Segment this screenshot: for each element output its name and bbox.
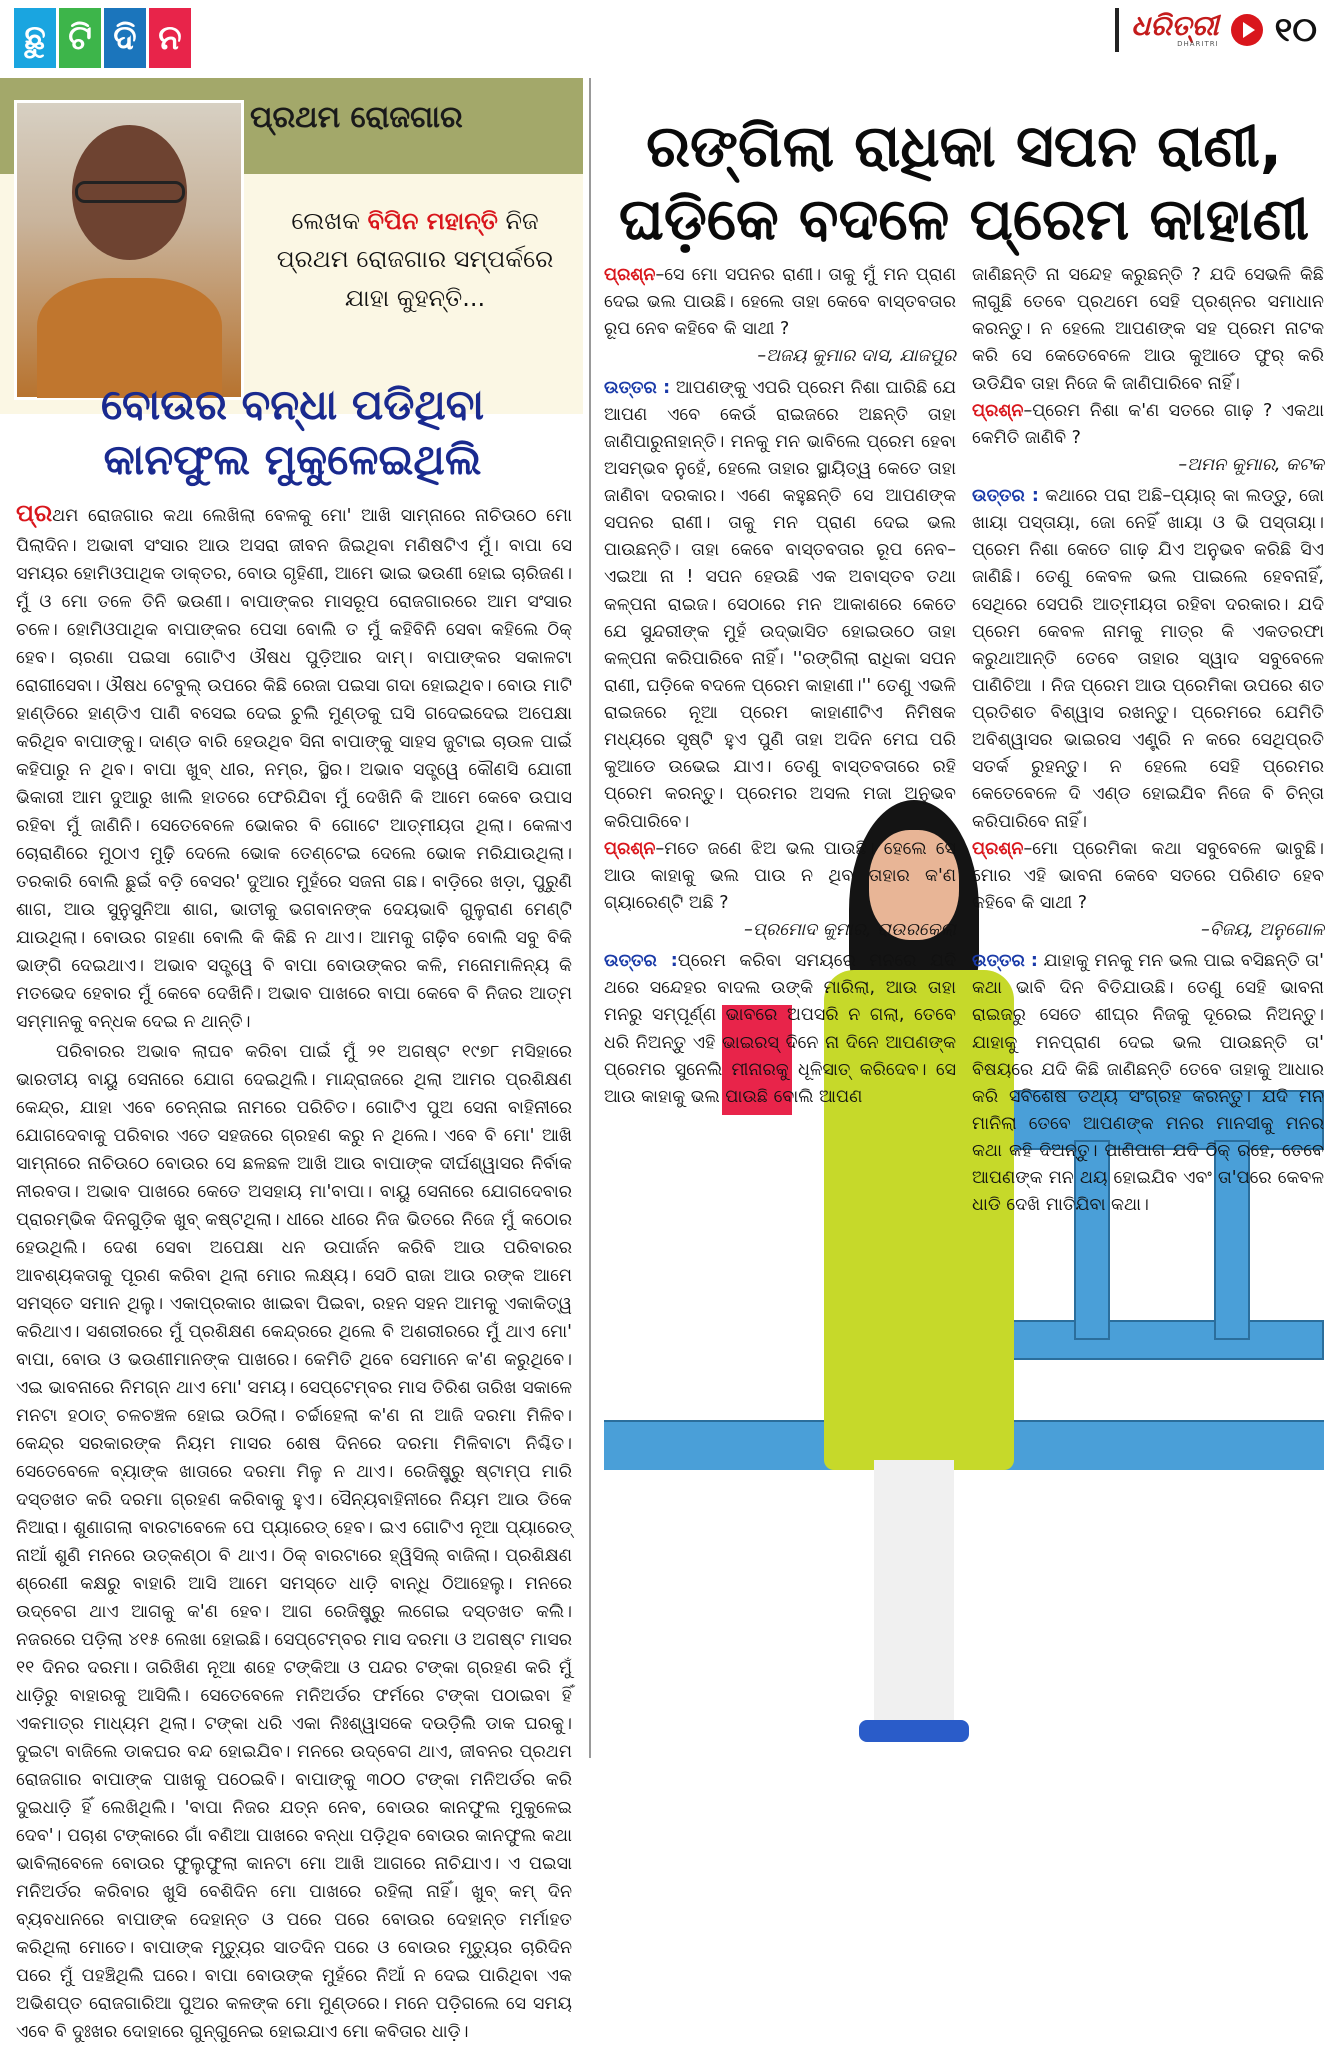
question-label: ପ୍ରଶ୍ନ (972, 400, 1024, 421)
column-divider (589, 78, 591, 1758)
qa-column-1 (604, 262, 956, 1142)
masthead-logo (1131, 9, 1219, 48)
question-label: ପ୍ରଶ୍ନ (604, 265, 656, 285)
section-logo-letter-3: ଦି (104, 8, 146, 68)
answer-text: କଥାରେ ପରା ଅଛି–ପ୍ୟାର୍ କା ଲଡ୍ଡୁ, ଜୋ ଖାୟା ପସ୍ତାୟା, ଜୋ ନେହିଁ ଖାୟା ଓ ଭି ପସ୍ତାୟା। ପ୍ରେମ ନିଶା କେତେ ଗାଢ଼ ଯିଏ ଅନୁଭବ କରିଛି ସିଏ ଜାଣିଛି। ତେଣୁ କେବଳ ଭଲ ପାଇଲେ ହେବନାହିଁ, ସେଥିରେ ସେପରି ଆତ୍ମୀୟତା ରହିବା ଦରକାର। ଯଦି ପ୍ରେମ କେବଳ ନାମକୁ ମାତ୍ର କି ଏକତରଫା କରୁଥାଆନ୍ତି ତେବେ ତାହାର ସ୍ୱାଦ ସବୁବେଳେ ପାଣିଚିଆ । ନିଜ ପ୍ରେମ ଆଉ ପ୍ରେମିକା ଉପରେ ଶତ ପ୍ରତିଶତ ବିଶ୍ୱାସ ରଖନ୍ତୁ। ପ୍ରେମରେ ଯେମିତି ଅବିଶ୍ୱାସର ଭାଇରସ ଏଣ୍ଟ୍ରି ନ କରେ ସେଥିପ୍ରତି ସତର୍କ ରୁହନ୍ତୁ। ନ ହେଲେ ସେହି ପ୍ରେମର କେତେବେଳେ ଦି ଏଣ୍ଡ ହୋଇଯିବ ନିଜେ ବି ଚିନ୍ତା କରିପାରିବେ ନାହିଁ। (972, 486, 1324, 832)
question-label: ପ୍ରଶ୍ନ (604, 838, 656, 859)
intro-text: ନିଜ ପ୍ରଥମ ରୋଜଗାର ସମ୍ପର୍କରେ ଯାହା କୁହନ୍ତି... (276, 207, 554, 312)
masthead-area (1115, 8, 1317, 52)
column-title: ପ୍ରଥମ ରୋଜଗାର (250, 100, 463, 135)
answer-label: ଉତ୍ତର : (972, 486, 1039, 506)
masthead-divider (1115, 8, 1119, 52)
question-text: –ସେ ମୋ ସପନର ରାଣୀ। ତାକୁ ମୁଁ ମନ ପ୍ରାଣ ଦେଇ ଭଲ ପାଉଛି। ହେଲେ ତାହା କେବେ ବାସ୍ତବତାର ରୂପ ନେବ କହିବେ କି ସାଥୀ ? (604, 265, 956, 340)
question-text: –ପ୍ରେମ ନିଶା କ'ଣ ସତରେ ଗାଢ଼ ? ଏକଥା କେମିତି ଜାଣିବି ? (972, 400, 1324, 448)
answer-label: ଉତ୍ତର : (972, 951, 1038, 972)
qa-section (604, 262, 1324, 1762)
article-paragraph-2: ପରିବାରର ଅଭାବ ଲାଘବ କରିବା ପାଇଁ ମୁଁ ୨୧ ଅଗଷ୍ଟ ୧୯୭୮ ମସିହାରେ ଭାରତୀୟ ବାୟୁ ସେନାରେ ଯୋଗ ଦେଇଥିଲି। ମାନ୍ଦ୍ରାଜରେ ଥିଲା ଆମର ପ୍ରଶିକ୍ଷଣ କେନ୍ଦ୍ର, ଯାହା ଏବେ ଚେନ୍ନାଇ ନାମରେ ପରିଚିତ। ଗୋଟିଏ ପୁଅ ସେନା ବାହିନୀରେ ଯୋଗଦେବାକୁ ପରିବାର ଏତେ ସହଜରେ ଗ୍ରହଣ କରୁ ନ ଥିଲେ। ଏବେ ବି ମୋ' ଆଖି ସାମ୍ନାରେ ନାଚିଉଠେ ବୋଉର ସେ ଛଳଛଳ ଆଖି ଆଉ ବାପାଙ୍କ ଦୀର୍ଘଶ୍ୱାସର ନିର୍ବାକ ନୀରବତା। ଅଭାବ ପାଖରେ କେତେ ଅସହାୟ ମା'ବାପା। ବାୟୁ ସେନାରେ ଯୋଗଦେବାର ପ୍ରାରମ୍ଭିକ ଦିନଗୁଡ଼ିକ ଖୁବ୍ କଷ୍ଟଥିଲା। ଧୀରେ ଧୀରେ ନିଜ ଭିତରେ ନିଜେ ମୁଁ କଠୋର ହେଉଥିଲି। ଦେଶ ସେବା ଅପେକ୍ଷା ଧନ ଉପାର୍ଜନ କରିବି ଆଉ ପରିବାରର ଆବଶ୍ୟକତାକୁ ପୂରଣ କରିବା ଥିଲା ମୋର ଲକ୍ଷ୍ୟ। ସେଠି ରାଜା ଆଉ ରଙ୍କ ଆମେ ସମସ୍ତେ ସମାନ ଥିଲୁ। ଏକାପ୍ରକାର ଖାଇବା ପିଇବା, ରହନ ସହନ ଆମକୁ ଏକାକିତ୍ୱ କରିଥାଏ। ସଶରୀରରେ ମୁଁ ପ୍ରଶିକ୍ଷଣ କେନ୍ଦ୍ରରେ ଥିଲେ ବି ଅଶରୀରରେ ମୁଁ ଥାଏ ମୋ' ବାପା, ବୋଉ ଓ ଭଉଣୀମାନଙ୍କ ପାଖରେ। କେମିତି ଥିବେ ସେମାନେ କ'ଣ କରୁଥିବେ। ଏଇ ଭାବନାରେ ନିମଗ୍ନ ଥାଏ ମୋ' ସମୟ। ସେପ୍ଟେମ୍ବର ମାସ ତିରିଶ ତାରିଖ ସକାଳେ ମନଟା ହଠାତ୍ ଚଳଚଞ୍ଚଳ ହୋଇ ଉଠିଲା। ଚର୍ଚ୍ଚାହେଲା କ'ଣ ନା ଆଜି ଦରମା ମିଳିବ। କେନ୍ଦ୍ର ସରକାରଙ୍କ ନିୟମ ମାସର ଶେଷ ଦିନରେ ଦରମା ମିଳିବାଟା ନିଶ୍ଚିତ। ସେତେବେଳେ ବ୍ୟାଙ୍କ ଖାତାରେ ଦରମା ମିଳୁ ନ ଥାଏ। ରେଜିଷ୍ଟ୍ରୁ ଷ୍ଟାମ୍ପ ମାରି ଦସ୍ତଖତ କରି ଦରମା ଗ୍ରହଣ କରିବାକୁ ହୁଏ। ସୈନ୍ୟବାହିନୀରେ ନିୟମ ଆଉ ଡିକେ ନିଆରା। ଶୁଣାଗଲା ବାରଟାବେଳେ ପେ ପ୍ୟାରେଡ୍ ହେବ। ଇଏ ଗୋଟିଏ ନୂଆ ପ୍ୟାରେଡ୍ ନାଆଁ ଶୁଣି ମନରେ ଉତ୍କଣ୍ଠା ବି ଥାଏ। ଠିକ୍ ବାରଟାରେ ହ୍ୱିସିଲ୍ ବାଜିଲା। ପ୍ରଶିକ୍ଷଣ ଶ୍ରେଣୀ କକ୍ଷରୁ ବାହାରି ଆସି ଆମେ ସମସ୍ତେ ଧାଡ଼ି ବାନ୍ଧି ଠିଆହେଲୁ। ମନରେ ଉଦ୍‌ବେଗ ଥାଏ ଆଗକୁ କ'ଣ ହେବ। ଆଗ ରେଜିଷ୍ଟ୍ରୁ ଲଗେଇ ଦସ୍ତଖତ କଲି। ନଜରରେ ପଡ଼ିଲା ୪୧୫ ଲେଖା ହୋଇଛି। ସେପ୍ଟେମ୍ବର ମାସ ଦରମା ଓ ଅଗଷ୍ଟ ମାସର ୧୧ ଦିନର ଦରମା। ତାରିଖିଣ ନୂଆ ଶହେ ଟଙ୍କିଆ ଓ ପନ୍ଦର ଟଙ୍କା ଗ୍ରହଣ କରି ମୁଁ ଧାଡ଼ିରୁ ବାହାରକୁ ଆସିଲି। ସେତେବେଳେ ମନିଅର୍ଡର ଫର୍ମରେ ଟଙ୍କା ପଠାଇବା ହିଁ ଏକମାତ୍ର ମାଧ୍ୟମ ଥିଲା। ଟଙ୍କା ଧରି ଏକା ନିଃଶ୍ୱାସକେ ଦଉଡ଼ିଲି ଡାକ ଘରକୁ। ଦୁଇଟା ବାଜିଲେ ଡାକଘର ବନ୍ଦ ହୋଇଯିବ। ମନରେ ଉଦ୍‌ବେଗ ଥାଏ, ଜୀବନର ପ୍ରଥମ ରୋଜଗାର ବାପାଙ୍କ ପାଖକୁ ପଠେଇବି। ବାପାଙ୍କୁ ୩୦୦ ଟଙ୍କା ମନିଅର୍ଡର କରି ଦୁଇଧାଡ଼ି ହିଁ ଲେଖିଥିଲି। 'ବାପା ନିଜର ଯତ୍ନ ନେବ, ବୋଉର କାନଫୁଲ ମୁକୁଳେଇ ଦେବ'। ପଚାଶ ଟଙ୍କାରେ ଗାଁ ବଣିଆ ପାଖରେ ବନ୍ଧା ପଡ଼ିଥିବ ବୋଉର କାନଫୁଲ କଥା ଭାବିଲାବେଳେ ବୋଉର ଫୁଲୁଫୁଲା କାନଟା ମୋ ଆଖି ଆଗରେ ନାଚିଯାଏ। ଏ ପଇସା ମନିଅର୍ଡର କରିବାର ଖୁସି ବେଶିଦିନ ମୋ ପାଖରେ ରହିଲା ନାହିଁ। ଖୁବ୍ କମ୍ ଦିନ ବ୍ୟବଧାନରେ ବାପାଙ୍କ ଦେହାନ୍ତ ଓ ପରେ ପରେ ବୋଉର ଦେହାନ୍ତ ମର୍ମାହତ କରିଥିଲା ମୋତେ। ବାପାଙ୍କ ମୃତ୍ୟୁର ସାତଦିନ ପରେ ଓ ବୋଉର ମୃତ୍ୟୁର ଚାରିଦିନ ପରେ ମୁଁ ପହଞ୍ଚିଥିଲି ଘରେ। ବାପା ବୋଉଙ୍କ ମୁହଁରେ ନିଆଁ ନ ଦେଇ ପାରିଥିବା ଏକ ଅଭିଶପ୍ତ ରୋଜଗାରିଆ ପୁଅର କଳଙ୍କ ମୋ ମୁଣ୍ଡରେ। ମନେ ପଡ଼ିଗଲେ ସେ ସମୟ ଏବେ ବି ଦୁଃଖର ଦୋହାରେ ଗୁନ୍‌ଗୁନେଇ ହୋଇଯାଏ ମୋ କବିତାର ଧାଡ଼ି। (16, 1042, 572, 2043)
first-earning-article (0, 78, 583, 2043)
author-intro (270, 202, 560, 317)
masthead-title: ଧରିତ୍ରୀ (1131, 9, 1219, 42)
question-sender: –ଅଜୟ କୁମାର ଦାସ, ଯାଜପୁର (757, 346, 956, 367)
advice-headline (604, 110, 1324, 255)
qa-item (604, 836, 956, 1111)
qa-item-continued (972, 262, 1324, 398)
play-icon (1231, 14, 1263, 46)
answer-text: ପ୍ରେମ କରିବା ସମୟରେ ମନରେ ଯଦି ଥରେ ସନ୍ଦେହର ବାଦଲ ଉଙ୍କି ମାରିଲା, ଆଉ ତାହା ମନରୁ ସମ୍ପୂର୍ଣ୍ଣ ଭାବରେ ଅପସରି ନ ଗଲା, ତେବେ ଧରି ନିଅନ୍ତୁ ଏହି ଭାଇରସ୍ ଦିନେ ନା ଦିନେ ଆପଣଙ୍କ ପ୍ରେମର ସୁନେଲି ମୀନାରକୁ ଧୂଳିସାତ୍ କରିଦେବ। ସେ ଆଉ କାହାକୁ ଭଲ ପାଉଛି ବୋଲି ଆପଣ (604, 951, 956, 1107)
author-photo (14, 100, 244, 400)
answer-label: ଉତ୍ତର : (604, 377, 671, 398)
section-logo-letter-1: ଛୁ (14, 8, 56, 68)
author-photo-glasses (75, 181, 185, 203)
question-sender: –ପ୍ରମୋଦ କୁମାର, ରାଉରକେଲା (744, 920, 956, 940)
answer-label: ଉତ୍ତର : (604, 951, 678, 972)
article-body (16, 494, 572, 2043)
section-logo-letter-4: ନ (149, 8, 191, 68)
question-sender: –ଅମନ କୁମାର, କଟକ (1178, 454, 1324, 475)
article-paragraph-1 (16, 494, 572, 1036)
question-sender: –ବିଜୟ, ଅନୁଗୋଳ (1200, 920, 1324, 940)
article-paragraph-1-text: ଥମ ରୋଜଗାର କଥା ଲେଖିଲା ବେଳକୁ ମୋ' ଆଖି ସାମ୍ନାରେ ନାଚିଉଠେ ମୋ ପିଲାଦିନ। ଅଭାବୀ ସଂସାର ଆଉ ଅସରା ଜୀବନ ଜିଇଥିବା ମଣିଷଟିଏ ମୁଁ। ବାପା ସେ ସମୟର ହୋମିଓପାଥିକ ଡାକ୍ତର, ବୋଉ ଗୃହିଣୀ, ଆମେ ଭାଇ ଭଉଣୀ ହୋଇ ଚାରିଜଣ। ମୁଁ ଓ ମୋ ତଳେ ତିନି ଭଉଣୀ। ବାପାଙ୍କର ମାସରୂପ ରୋଜଗାରରେ ଆମ ସଂସାର ଚଳେ। ହୋମିଓପାଥିକ ବାପାଙ୍କର ପେସା ବୋଲି ତ ମୁଁ କହିବିନି ସେବା କହିଲେ ଠିକ୍ ହେବ। ଚାରଣା ପଇସା ଗୋଟିଏ ଔଷଧ ପୁଡ଼ିଆର ଦାମ୍। ବାପାଙ୍କର ସକାଳଟା ରୋଗୀସେବା। ଔଷଧ ଟେବୁଲ୍ ଉପରେ କିଛି ରେଜା ପଇସା ଗଦା ହୋଇଥିବ। ବୋଉ ମାଟି ହାଣ୍ଡିରେ ହାଣ୍ଡିଏ ପାଣି ବସେଇ ଦେଇ ଚୁଲି ମୁଣ୍ଡକୁ ଘସି ଗଦେଇଦେଇ ଅପେକ୍ଷା କରିଥିବ ବାପାଙ୍କୁ। ଦାଣ୍ଡ ବାରି ହେଉଥିବ ସିନା ବାପାଙ୍କୁ ସାହସ ଜୁଟାଇ ଚାଉଳ ପାଇଁ କହିପାରୁ ନ ଥିବ। ବାପା ଖୁବ୍ ଧୀର, ନମ୍ର, ସ୍ଥିର। ଅଭାବ ସତ୍ତ୍ୱେ କୌଣସି ଯୋଗୀ ଭିକାରୀ ଆମ ଦୁଆରୁ ଖାଲି ହାତରେ ଫେରିଯିବା ମୁଁ ଦେଖିନି କି ଆମେ କେବେ ଉପାସ ରହିବା ମୁଁ ଜାଣିନି। ସେତେବେଳେ ଭୋକର ବି ଗୋଟେ ଆତ୍ମୀୟତା ଥିଲା। କେଳାଏ ଚୋରାଣିରେ ମୁଠାଏ ମୁଢ଼ି ଦେଲେ ଭୋକ ତେଣ୍ଟେଇ ଦେଲେ ଭୋକ ମରିଯାଉଥିଲା। ତରକାରି ବୋଲି ଛୁଇଁ ବଡ଼ି ବେସର' ଦୁଆର ମୁହଁରେ ସଜନା ଗଛ। ବାଡ଼ିରେ ଖଡ଼ା, ପୁରୁଣି ଶାଗ, ଆଉ ସୁନୁସୁନିଆ ଶାଗ, ଭାତୀକୁ ଭଗବାନଙ୍କ ଦେୟଭାବି ଗୁଳୁରାଣ ମେଣ୍ଟି ଯାଉଥିଲା। ବୋଉର ଗହଣା ବୋଲି କି କିଛି ନ ଥାଏ। ଆମକୁ ଗଢ଼ିବ ବୋଲି ସବୁ ବିକି ଭାଙ୍ଗି ଦେଇଥାଏ। ଅଭାବ ସତ୍ତ୍ୱେ ବି ବାପା ବୋଉଙ୍କର କଳି, ମନୋମାଳିନ୍ୟ କି ମତଭେଦ ହେବାର ମୁଁ କେବେ ଦେଖିନି। ଅଭାବ ପାଖରେ ବାପା କେବେ ବି ନିଜର ଆତ୍ମ ସମ୍ମାନକୁ ବନ୍ଧକ ଦେଇ ନ ଥାନ୍ତି। (16, 506, 572, 1033)
qa-item (604, 262, 956, 836)
section-logo (14, 8, 191, 68)
qa-item (972, 836, 1324, 1220)
question-text: –ମୋ ପ୍ରେମିକା କଥା ସବୁବେଳେ ଭାବୁଛି। ମୋର ଏହି ଭାବନା କେବେ ସତରେ ପରିଣତ ହେବ କହିବେ କି ସାଥୀ ? (972, 838, 1324, 913)
answer-text: ଯାହାକୁ ମନକୁ ମନ ଭଲ ପାଇ ବସିଛନ୍ତି ତା' କଥା ଭାବି ଦିନ ବିତିଯାଉଛି। ତେଣୁ ସେହି ଭାବନା ରାଇଜରୁ ସେତେ ଶୀଘ୍ର ନିଜକୁ ଦୂରେଇ ନିଅନ୍ତୁ। ଯାହାକୁ ମନପ୍ରାଣ ଦେଇ ଭଲ ପାଉଛନ୍ତି ତା' ବିଷୟରେ ଯଦି କିଛି ଜାଣିଛନ୍ତି ତେବେ ତାହାକୁ ଆଧାର କରି ସବିଶେଷ ତଥ୍ୟ ସଂଗ୍ରହ କରନ୍ତୁ। ଯଦି ମନ ମାନିଲା ତେବେ ଆପଣଙ୍କ ମନର ମାନସୀକୁ ମନର କଥା କହି ଦିଅନ୍ତୁ। ପାଣିପାଗ ଯଦି ଠିକ୍ ରହେ, ତେବେ ଆପଣଙ୍କ ମନ ଥୟ ହୋଇଯିବ ଏବଂ ତା'ପରେ କେବଳ ଧାଡି ଦେଖି ମାତିଯିବା କଥା। (972, 951, 1324, 1216)
masthead-subtitle: DHARITRI (1177, 40, 1219, 48)
qa-column-2 (972, 262, 1324, 1216)
advice-headline-line-1: ରଙ୍ଗିଲା ରାଧିକା ସପନ ରାଣୀ, (646, 112, 1282, 180)
section-logo-letter-2: ଟି (59, 8, 101, 68)
answer-text: ଆପଣଙ୍କୁ ଏପରି ପ୍ରେମ ନିଶା ଘାରିଛି ଯେ ଆପଣ ଏବେ କେଉଁ ରାଇଜରେ ଅଛନ୍ତି ତାହା ଜାଣିପାରୁନାହାନ୍ତି। ମନକୁ ମନ ଭାବିଲେ ପ୍ରେମ ହେବା ଅସମ୍ଭବ ନୁହେଁ, ହେଲେ ତାହାର ସ୍ଥାୟିତ୍ୱ କେତେ ତାହା ଜାଣିବା ଦରକାର। ଏଣେ କହୁଛନ୍ତି ସେ ଆପଣଙ୍କ ସପନର ରାଣୀ। ତାକୁ ମନ ପ୍ରାଣ ଦେଇ ଭଲ ପାଉଛନ୍ତି। ତାହା କେବେ ବାସ୍ତବତାର ରୂପ ନେବ–ଏଇଆ ନା ! ସପନ ହେଉଛି ଏକ ଅବାସ୍ତବ ତଥା କଳ୍ପନା ରାଇଜ। ସେଠାରେ ମନ ଆକାଶରେ କେତେ ଯେ ସୁନ୍ଦରୀଙ୍କ ମୁହଁ ଉଦ୍ଭାସିତ ହୋଇଉଠେ ତାହା କଳ୍ପନା କରିପାରିବେ ନାହିଁ। ''ରଙ୍ଗିଲା ରାଧିକା ସପନ ରାଣୀ, ଘଡ଼ିକେ ବଦଳେ ପ୍ରେମ କାହାଣୀ।'' ତେଣୁ ଏଭଳି ରାଇଜରେ ନୂଆ ପ୍ରେମ କାହାଣୀଟିଏ ନିମିଷକ ମଧ୍ୟରେ ସୃଷ୍ଟି ହୁଏ ପୁଣି ତାହା ଅଦିନ ମେଘ ପରି କୁଆଡେ ଉଭେଇ ଯାଏ। ତେଣୁ ବାସ୍ତବତାରେ ରହି ପ୍ରେମ କରନ୍ତୁ। ପ୍ରେମର ଅସଲ ମଜା ଅନୁଭବ କରିପାରିବେ। (604, 377, 956, 832)
page-number: ୧୦ (1274, 10, 1317, 50)
article-headline (20, 378, 565, 487)
answer-text-continued: ଜାଣିଛନ୍ତି ନା ସନ୍ଦେହ କରୁଛନ୍ତି ? ଯଦି ସେଭଳି କିଛି ଲାଗୁଛି ତେବେ ପ୍ରଥମେ ସେହି ପ୍ରଶ୍ନର ସମାଧାନ କରନ୍ତୁ। ନ ହେଲେ ଆପଣଙ୍କ ସହ ପ୍ରେମ ନାଟକ କରି ସେ କେତେବେଳେ ଆଉ କୁଆଡେ ଫୁର୍ କରି ଉଡିଯିବ ତାହା ନିଜେ କି ଜାଣିପାରିବେ ନାହିଁ। (972, 265, 1324, 394)
headline-line-2: କାନଫୁଲ ମୁକୁଳେଇଥିଲି (103, 434, 482, 484)
author-name: ବିପିନ ମହାନ୍ତି (367, 207, 498, 235)
drop-cap: ପ୍ର (16, 499, 53, 527)
advice-headline-line-2: ଘଡ଼ିକେ ବଦଳେ ପ୍ରେମ କାହାଣୀ (618, 184, 1310, 253)
headline-line-1: ବୋଉର ବନ୍ଧା ପଡିଥିବା (100, 380, 485, 429)
intro-prefix: ଲେଖକ (291, 207, 360, 235)
question-text: –ମତେ ଜଣେ ଝିଅ ଭଲ ପାଉଛି। ହେଲେ ସେ ଆଉ କାହାକୁ ଭଲ ପାଉ ନ ଥିବ ତାହାର କ'ଣ ଗ୍ୟାରେଣ୍ଟି ଅଛି ? (604, 838, 956, 913)
qa-item (972, 398, 1324, 836)
question-label: ପ୍ରଶ୍ନ (972, 838, 1024, 859)
page-header (0, 0, 1335, 78)
